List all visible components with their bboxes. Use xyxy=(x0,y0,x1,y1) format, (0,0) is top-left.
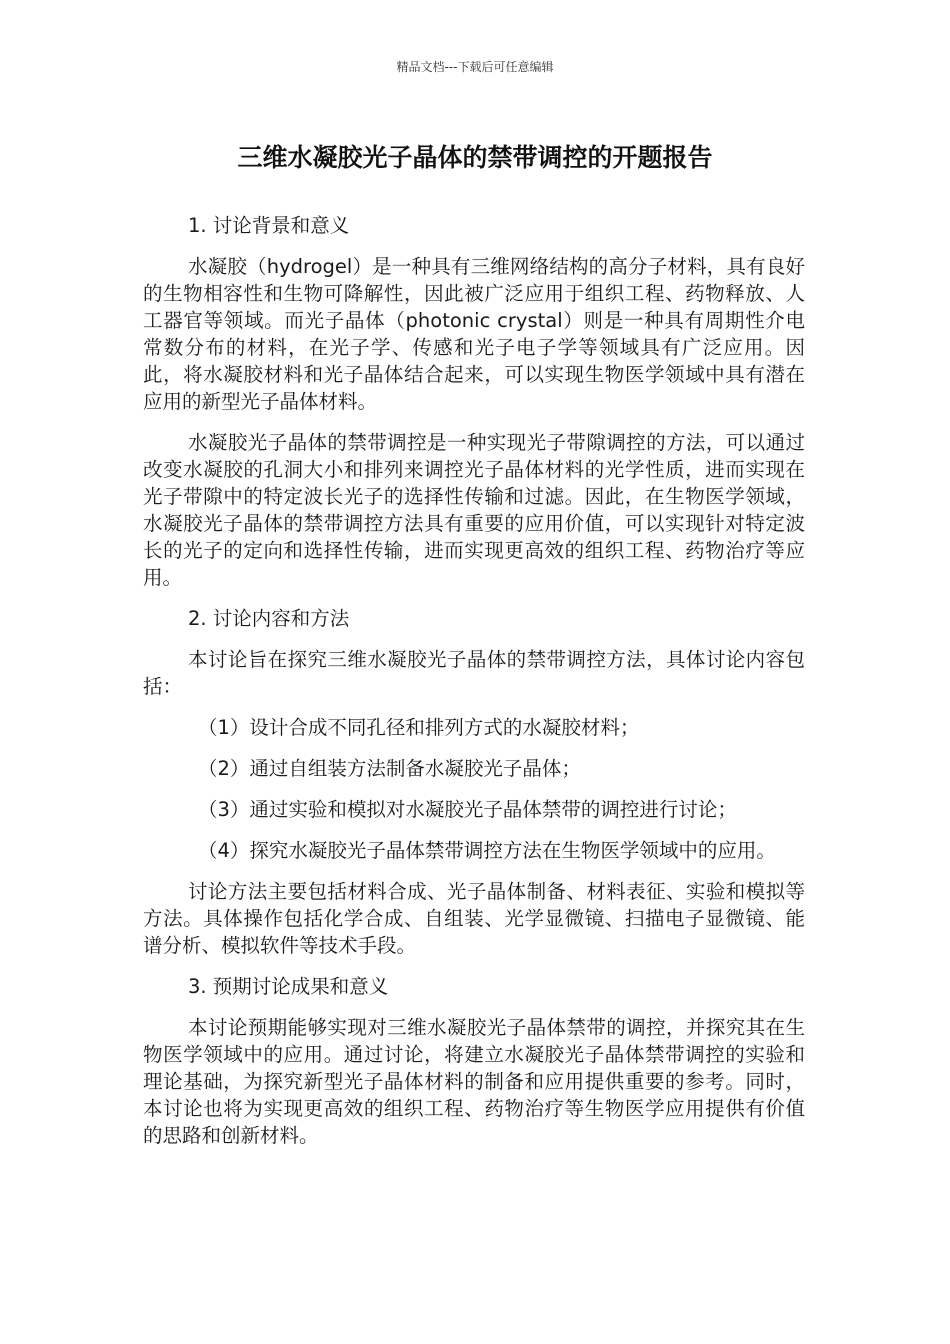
list-item-1: （1）设计合成不同孔径和排列方式的水凝胶材料； xyxy=(198,716,640,739)
paragraph-expected-results: 本讨论预期能够实现对三维水凝胶光子晶体禁带的调控，并探究其在生物医学领域中的应用。通过讨论，将建立水凝胶光子晶体禁带调控的实验和理论基础，为探究新型光子晶体材料的制备和应用提供重要的参考。同时，本讨论也将为实现更高效的组织工程、药物治疗等生物医学应用提供有价值的思路和创新材料。 xyxy=(143,1016,805,1147)
paragraph-methods: 讨论方法主要包括材料合成、光子晶体制备、材料表征、实验和模拟等方法。具体操作包括化学合成、自组装、光学显微镜、扫描电子显微镜、能谱分析、模拟软件等技术手段。 xyxy=(143,880,805,957)
section-heading-background: 1. 讨论背景和意义 xyxy=(188,214,350,237)
list-item-2: （2）通过自组装方法制备水凝胶光子晶体； xyxy=(198,757,581,780)
list-item-4: （4）探究水凝胶光子晶体禁带调控方法在生物医学领域中的应用。 xyxy=(198,839,776,862)
header-note: 精品文档---下载后可任意编辑 xyxy=(396,60,554,74)
paragraph-content-intro: 本讨论旨在探究三维水凝胶光子晶体的禁带调控方法，具体讨论内容包括： xyxy=(143,648,805,698)
section-heading-expected-results: 3. 预期讨论成果和意义 xyxy=(188,975,389,998)
section-heading-content-method: 2. 讨论内容和方法 xyxy=(188,607,350,630)
document-title: 三维水凝胶光子晶体的禁带调控的开题报告 xyxy=(237,143,713,172)
document-body xyxy=(143,212,805,1163)
list-item-3: （3）通过实验和模拟对水凝胶光子晶体禁带的调控进行讨论； xyxy=(198,798,737,821)
paragraph-background-1: 水凝胶（hydrogel）是一种具有三维网络结构的高分子材料，具有良好的生物相容性和生物可降解性，因此被广泛应用于组织工程、药物释放、人工器官等领域。而光子晶体（photonic crystal）则是一种具有周期性介电常数分布的材料，在光子学、传感和光子电子学等领域具有广泛应用。因此，将水凝胶材料和光子晶体结合起来，可以实现生物医学领域中具有潜在应用的新型光子晶体材料。 xyxy=(143,255,805,413)
paragraph-background-2: 水凝胶光子晶体的禁带调控是一种实现光子带隙调控的方法，可以通过改变水凝胶的孔洞大小和排列来调控光子晶体材料的光学性质，进而实现在光子带隙中的特定波长光子的选择性传输和过滤。因此，在生物医学领域，水凝胶光子晶体的禁带调控方法具有重要的应用价值，可以实现针对特定波长的光子的定向和选择性传输，进而实现更高效的组织工程、药物治疗等应用。 xyxy=(143,431,805,589)
